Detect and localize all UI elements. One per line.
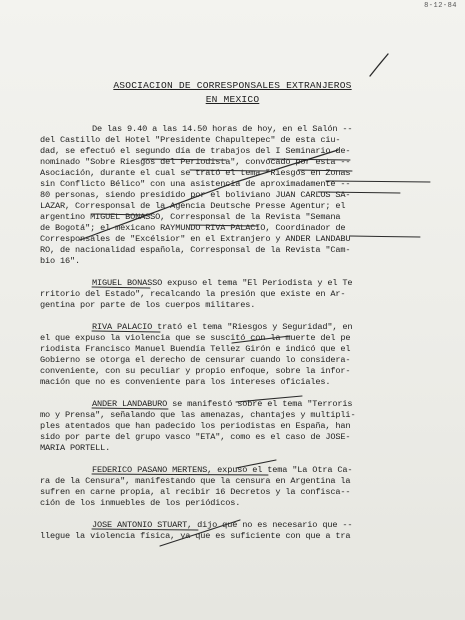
body-line: conveniente, con su peculiar y propio enfoque, sobre la infor-: [40, 366, 351, 376]
body-line: sufren en carne propia, al recibir 16 Decretos y la confisca--: [40, 487, 351, 497]
body-line: Corresponsales de "Excélsior" en el Extranjero y ANDER LANDABU: [40, 234, 351, 244]
body-line: mo y Prensa", señalando que las amenazas, chantajes y multipli-: [40, 410, 356, 420]
body-line: del Castillo del Hotel "Presidente Chapultepec" de esta ciu-: [40, 135, 341, 145]
document-title-line-1: ASOCIACION DE CORRESPONSALES EXTRANJEROS: [113, 80, 352, 91]
body-line: sido por parte del grupo vasco "ETA", como es el caso de JOSE-: [40, 432, 351, 442]
body-line: riodista Francisco Manuel Buendía Tellez Girón e indicó que el: [40, 344, 351, 354]
body-line: RO, de nacionalidad española, Corresponsal de la Revista "Cam-: [40, 245, 351, 255]
body-line: LAZAR, Corresponsal de la Agencia Deutsche Presse Agentur; el: [40, 201, 346, 211]
body-line: dad, se efectuó el segundo día de trabajos del I Seminario de-: [40, 146, 351, 156]
body-line: ples atentados que han padecido los periodistas en España, han: [40, 421, 351, 431]
body-line: el que expuso la violencia que se suscitó con la muerte del pe: [40, 333, 351, 343]
body-line: ra de la Censura", manifestando que la censura en Argentina la: [40, 476, 351, 486]
body-line: sin Conflicto Bélico" con una asistencia de aproximadamente --: [40, 179, 351, 189]
body-line: 80 personas, siendo presidido por el boliviano JUAN CARLOS SA-: [40, 190, 351, 200]
body-line: FEDERICO PASANO MERTENS, expuso el tema "La Otra Ca-: [92, 465, 353, 475]
body-line: Asociación, durante el cual se trató el tema "Riesgos en Zonas: [40, 168, 351, 178]
body-line: bio 16".: [40, 256, 81, 266]
body-line: RIVA PALACIO trató el tema "Riesgos y Seguridad", en: [92, 322, 353, 332]
body-line: argentino MIGUEL BONASSO, Corresponsal de la Revista "Semana: [40, 212, 341, 222]
body-line: llegue la violencia física, ya que es suficiente con que a tra: [40, 531, 351, 541]
body-line: MIGUEL BONASSO expuso el tema "El Periodista y el Te: [92, 278, 353, 288]
body-line: Gobierno se otorga el derecho de censurar cuando lo considera-: [40, 355, 351, 365]
body-line: nominado "Sobre Riesgos del Periodista", convocado por esta --: [40, 157, 351, 167]
body-line: ANDER LANDABURO se manifestó sobre el tema "Terroris: [92, 399, 353, 409]
body-line: ción de los inmuebles de los periódicos.: [40, 498, 241, 508]
body-line: mación que no es conveniente para los intereses oficiales.: [40, 377, 331, 387]
body-line: MARIA PORTELL.: [40, 443, 111, 453]
body-line: gentina por parte de los cuerpos militares.: [40, 300, 256, 310]
body-line: de Bogotá"; el mexicano RAYMUNDO RIVA PALACIO, Coordinador de: [40, 223, 346, 233]
corner-date-stamp: 8-12-84: [424, 2, 457, 10]
body-line: De las 9.40 a las 14.50 horas de hoy, en el Salón --: [92, 124, 353, 134]
body-line: JOSE ANTONIO STUART, dijo que no es necesario que --: [92, 520, 353, 530]
document-title-line-2: EN MEXICO: [205, 94, 260, 105]
body-line: rritorio del Estado", recalcando la presión que existe en Ar-: [40, 289, 346, 299]
